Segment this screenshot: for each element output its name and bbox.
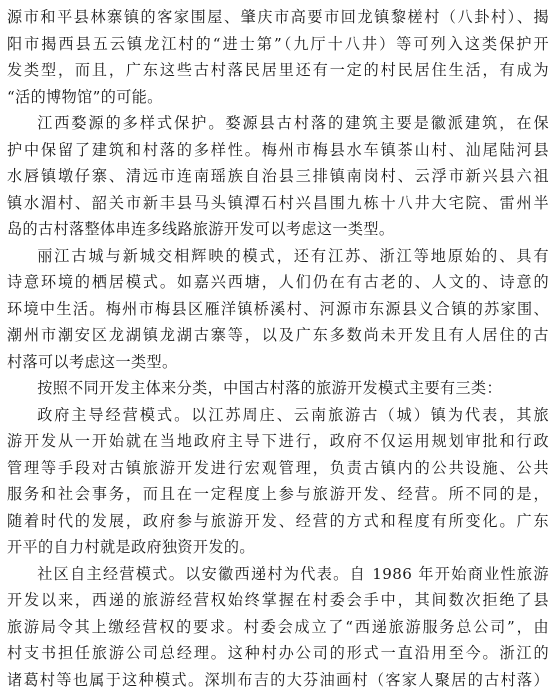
text-line: 环境中生活。梅州市梅县区雁洋镇桥溪村、河源市东源县义合镇的苏家围、	[7, 299, 549, 318]
text-line: 村落可以考虑这一类型。	[7, 352, 178, 371]
text-line: 潮州市潮安区龙湖镇龙湖古寨等，以及广东多数尚未开发且有人居住的古	[7, 326, 549, 344]
text-line: 阳市揭西县五云镇龙江村的“进士第”（九厅十八井）等可列入这类保护开	[7, 34, 549, 53]
text-line: 诗意环境的栖居模式。如嘉兴西塘，人们仍在有古老的、人文的、诗意的	[7, 273, 549, 291]
text-line: 丽江古城与新城交相辉映的模式，还有江苏、浙江等地原始的、具有	[37, 246, 549, 265]
text-line: 诸葛村等也属于这种模式。深圳布吉的大芬油画村（客家人聚居的古村落）	[7, 670, 549, 689]
text-line: 开发以来，西递的旅游经营权始终掌握在村委会手中，其间数次拒绝了县	[7, 591, 549, 609]
text-line: 开平的自力村就是政府独资开发的。	[7, 538, 255, 556]
text-line: 政府主导经营模式。以江苏周庄、云南旅游古（城）镇为代表，其旅	[37, 405, 549, 424]
text-line: 发类型，而且，广东这些古村落民居里还有一定的村民居住生活，有成为	[7, 61, 549, 79]
text-line: 按照不同开发主体来分类，中国古村落的旅游开发模式主要有三类：	[37, 379, 503, 397]
text-line: 护中保留了建筑和村落的多样性。梅州市梅县水车镇茶山村、汕尾陆河县	[7, 140, 549, 159]
text-line: 旅游局令其上缴经营权的要求。村委会成立了“西递旅游服务总公司”，由	[7, 617, 549, 636]
text-line: “活的博物馆”的可能。	[7, 87, 163, 106]
text-line: 镇水湄村、韶关市新丰县马头镇潭石村兴昌围九栋十八井大宅院、雷州半	[7, 193, 549, 212]
document-body	[7, 4, 549, 693]
text-line: 游开发从一开始就在当地政府主导下进行，政府不仅运用规划审批和行政	[7, 432, 549, 450]
text-line: 社区自主经营模式。以安徽西递村为代表。自 1986 年开始商业性旅游	[37, 564, 549, 583]
text-line: 水唇镇墩仔寨、清远市连南瑶族自治县三排镇南岗村、云浮市新兴县六祖	[7, 167, 549, 185]
text-line: 岛的古村落整体串连多线路旅游开发可以考虑这一类型。	[7, 220, 395, 238]
text-line: 江西婺源的多样式保护。婺源县古村落的建筑主要是徽派建筑，在保	[37, 114, 549, 132]
text-line: 村支书担任旅游公司总经理。这种村办公司的形式一直沿用至今。浙江的	[7, 644, 549, 662]
text-line: 随着时代的发展，政府参与旅游开发、经营的方式和程度有所变化。广东	[7, 511, 549, 530]
text-line: 源市和平县林寨镇的客家围屋、肇庆市高要市回龙镇黎槎村（八卦村）、揭	[7, 8, 549, 26]
text-line: 管理等手段对古镇旅游开发进行宏观管理，负责古镇内的公共设施、公共	[7, 458, 549, 477]
text-line: 服务和社会事务，而且在一定程度上参与旅游开发、经营。所不同的是，	[7, 485, 549, 503]
